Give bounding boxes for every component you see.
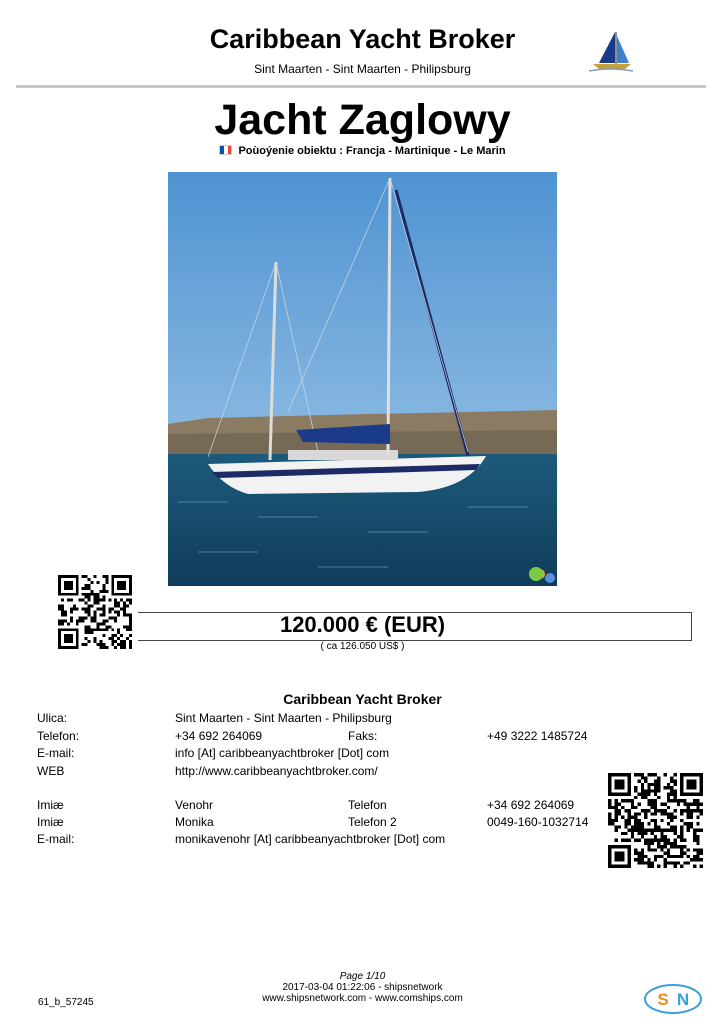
svg-text:N: N — [676, 990, 690, 1009]
contact-label-web: WEB — [37, 764, 65, 778]
contact-phone: +34 692 264069 — [175, 729, 263, 743]
footer-websites: www.shipsnetwork.com - www.comships.com — [262, 993, 463, 1004]
sailboat-logo-icon — [585, 30, 635, 74]
person-label-name: Imiæ — [37, 798, 64, 812]
person-email: monikavenohr [At] caribbeanyachtbroker [Dot] com — [175, 832, 446, 846]
svg-text:S: S — [657, 990, 669, 1009]
contact-heading: Caribbean Yacht Broker — [283, 691, 442, 707]
qr-code-icon — [608, 773, 703, 868]
shipsnetwork-logo-icon — [643, 983, 703, 1015]
person-label-name: Imiæ — [37, 815, 64, 829]
contact-fax: +49 3222 1485724 — [487, 729, 588, 743]
broker-location: Sint Maarten - Sint Maarten - Philipsburg — [254, 62, 471, 76]
contact-label-fax: Faks: — [348, 729, 378, 743]
person-label-email: E-mail: — [37, 832, 75, 846]
listing-location-text: Poùoýenie obiektu : Francja - Martinique - Le Marin — [238, 145, 506, 157]
generated-timestamp: 2017-03-04 01:22:06 - shipsnetwork — [282, 982, 443, 993]
person-label-phone: Telefon 2 — [348, 815, 397, 829]
person-phone: 0049-160-1032714 — [487, 815, 589, 829]
price-eur: 120.000 € (EUR) — [279, 612, 446, 637]
person-phone: +34 692 264069 — [487, 798, 575, 812]
contact-street: Sint Maarten - Sint Maarten - Philipsburg — [175, 711, 392, 725]
contact-web-link[interactable]: http://www.caribbeanyachtbroker.com/ — [175, 764, 378, 778]
listing-location — [0, 145, 725, 157]
listing-title: Jacht Zaglowy — [214, 96, 511, 144]
person-label-phone: Telefon — [348, 798, 387, 812]
yacht-photo — [168, 172, 557, 586]
document-id: 61_b_57245 — [38, 997, 94, 1008]
header-divider — [16, 85, 706, 88]
page-number: Page 1/10 — [339, 971, 386, 982]
price-usd: ( ca 126.050 US$ ) — [320, 641, 405, 652]
france-flag-icon — [219, 145, 232, 155]
person-name: Venohr — [175, 798, 214, 812]
contact-label-street: Ulica: — [37, 711, 68, 725]
contact-label-phone: Telefon: — [37, 729, 80, 743]
person-name: Monika — [175, 815, 214, 829]
broker-name-heading: Caribbean Yacht Broker — [209, 24, 516, 54]
contact-label-email: E-mail: — [37, 746, 75, 760]
contact-email: info [At] caribbeanyachtbroker [Dot] com — [175, 746, 390, 760]
